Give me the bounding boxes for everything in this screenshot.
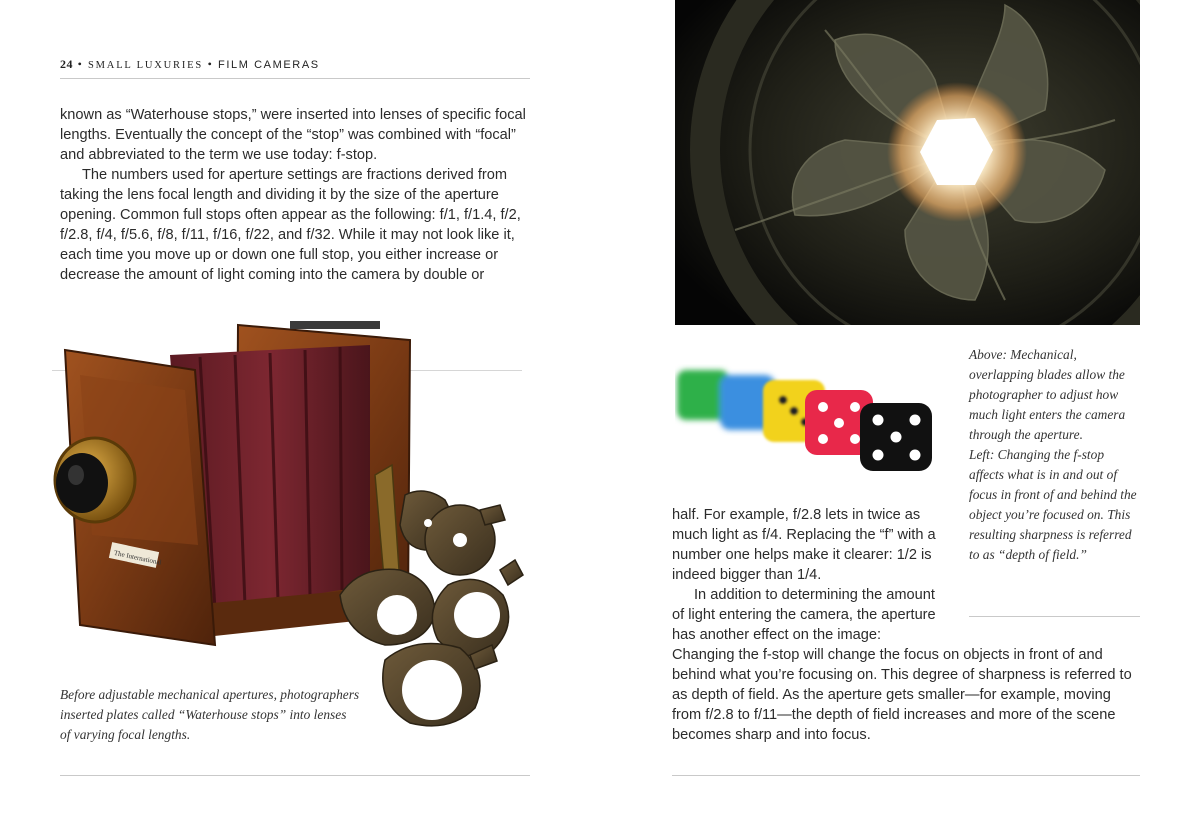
paragraph: The numbers used for aperture settings are fractions derived from taking the lens focal length and dividing it by the size of the aperture opening. Common full stops often appear as the following: f/1, f/1.4, f/2, f/2.8, f/4, f/5.6, f/8, f/11, f/16, f/22, and f/32. While it may not look like it, each time you move up or down one full stop, you either increase or decrease the amount of light coming into the camera by double or [60,167,521,283]
dice-depth-of-field-photo [675,345,945,480]
paragraph: Changing the f-stop will change the focus on objects in front of and behind what you’re focusing on. This degree of sharpness is referred to as depth of field. As the aperture gets smaller—for example, moving from f/2.8 to f/11—the depth of field increases and more of the scene becomes sharp and into focus. [672,647,1132,743]
chapter-title: FILM CAMERAS [218,59,320,71]
caption-left-note: Left: Changing the f-stop affects what is in and out of focus in front of and behind the object you’re focused on. This resulting sharpness is referred to as “depth of field.” [969,447,1137,562]
caption-right [969,345,1139,565]
head-separator: • [207,57,214,71]
footer-rule [672,775,1140,776]
view-camera-image [40,315,540,735]
caption-left [60,685,360,745]
running-head [60,57,530,72]
footer-rule [60,775,530,776]
body-text-left [60,105,530,285]
right-page [600,0,1200,840]
caption-rule [969,616,1140,617]
camera-label: The International [113,548,163,567]
paragraph: half. For example, f/2.8 lets in twice as much light as f/4. Replacing the “f” with a number one helps make it clearer: 1/2 is indeed bigger than 1/4. [672,507,936,583]
paragraph: known as “Waterhouse stops,” were inserted into lenses of specific focal lengths. Eventually the concept of the “stop” was combined with “focal” and abbreviated to the term we use today: f-stop. [60,107,526,163]
section-title: SMALL LUXURIES [88,60,203,71]
paragraph: In addition to determining the amount of light entering the camera, the aperture has another effect on the image: [672,587,936,643]
caption-text: Before adjustable mechanical apertures, photographers inserted plates called “Waterhouse stops” into lenses of varying focal lengths. [60,687,360,742]
head-separator: • [77,57,84,71]
body-text-narrow [672,505,947,645]
page-number: 24 [60,57,73,71]
caption-above: Above: Mechanical, overlapping blades allow the photographer to adjust how much light enters the camera through the aperture. [969,347,1126,442]
aperture-blades-photo [675,0,1140,325]
header-rule [60,78,530,79]
body-text-wide [672,645,1140,745]
